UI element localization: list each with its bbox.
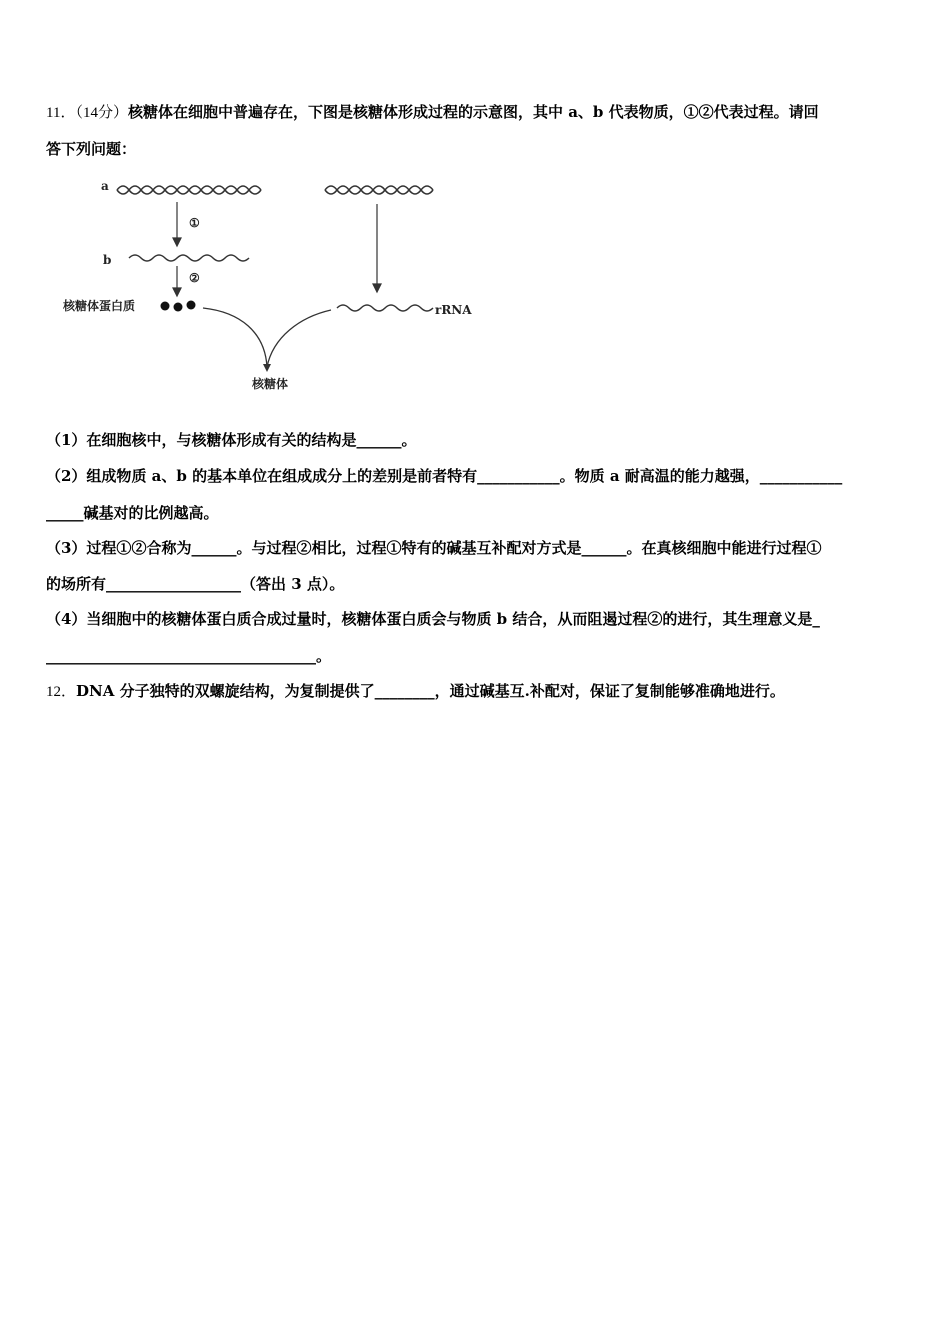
diagram-svg xyxy=(55,172,495,402)
label-step-1: ① xyxy=(189,216,200,230)
converging-curves xyxy=(203,308,331,367)
ribosome-formation-diagram xyxy=(55,172,495,402)
arrow-right-transcription xyxy=(373,204,381,292)
q12-text: DNA 分子独特的双螺旋结构，为复制提供了________，通过碱基互.补配对，保证了复制能够准确地进行。 xyxy=(76,682,785,700)
q11-sub2-line-2: _____碱基对的比例越高。 xyxy=(46,504,219,522)
arrow-step-1 xyxy=(173,202,181,246)
q12-number: 12． xyxy=(46,684,77,700)
protein-dots xyxy=(161,301,196,312)
dna-helix-left xyxy=(117,186,261,194)
rrna-strand xyxy=(337,305,433,311)
label-a: a xyxy=(101,179,109,193)
rna-b-strand xyxy=(129,255,249,261)
q11-number: 11． xyxy=(46,105,76,121)
q12-line xyxy=(46,681,785,702)
label-ribosome: 核糖体 xyxy=(252,377,289,391)
label-ribosomal-protein: 核糖体蛋白质 xyxy=(63,299,136,313)
q11-stem-text: 核糖体在细胞中普遍存在，下图是核糖体形成过程的示意图，其中 a、b 代表物质，①②代表过程。请回 xyxy=(127,103,819,121)
arrow-step-2 xyxy=(173,266,181,296)
q11-sub3-line-2: 的场所有__________________（答出 3 点）。 xyxy=(46,575,345,593)
label-rrna: rRNA xyxy=(435,303,472,317)
q11-stem-line-1 xyxy=(46,102,819,123)
q11-sub2-line-1: （2）组成物质 a、b 的基本单位在组成成分上的差别是前者特有___________。物质 a 耐高温的能力越强，___________ xyxy=(46,467,843,485)
q11-sub1: （1）在细胞核中，与核糖体形成有关的结构是______。 xyxy=(46,431,417,449)
q11-sub3-line-1: （3）过程①②合称为______。与过程②相比，过程①特有的碱基互补配对方式是______。在真核细胞中能进行过程① xyxy=(46,539,822,557)
label-step-2: ② xyxy=(189,271,200,285)
q11-sub4-line-2: ____________________________________。 xyxy=(46,647,332,665)
q11-score: （14分） xyxy=(75,105,128,121)
arrow-to-ribosome xyxy=(263,364,271,372)
dna-helix-right xyxy=(325,186,433,194)
label-b: b xyxy=(103,253,112,267)
q11-sub4-line-1: （4）当细胞中的核糖体蛋白质合成过量时，核糖体蛋白质会与物质 b 结合，从而阻遏过程②的进行，其生理意义是_ xyxy=(46,610,820,628)
q11-stem-line-2: 答下列问题： xyxy=(46,140,137,158)
